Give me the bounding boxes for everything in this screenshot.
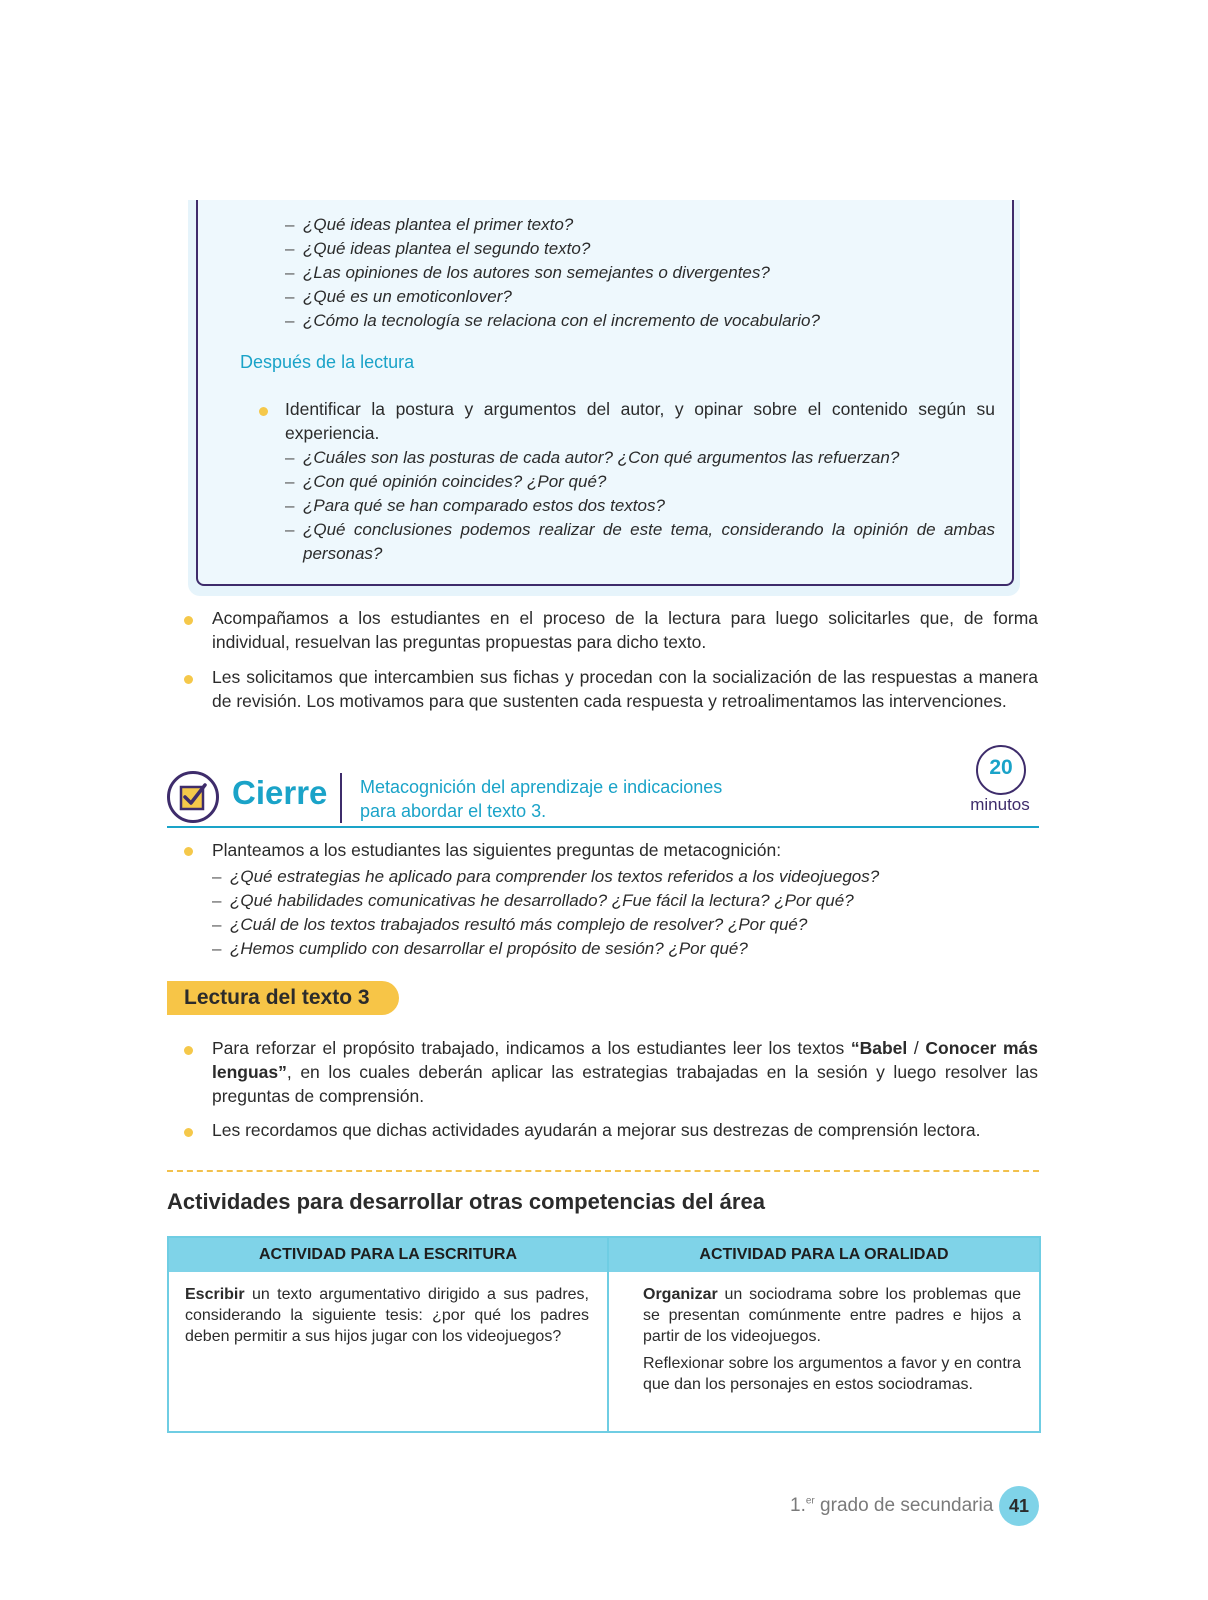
question-item: – ¿Qué ideas plantea el primer texto?: [285, 215, 574, 234]
bullet-icon: [259, 407, 268, 416]
divider: [340, 773, 342, 823]
question-item: – ¿Cuáles son las posturas de cada autor? ¿Con qué argumentos las refuerzan?: [285, 448, 900, 467]
bullet-icon: [184, 616, 193, 625]
page-number: 41: [999, 1486, 1039, 1526]
question-item: – ¿Con qué opinión coincides? ¿Por qué?: [285, 472, 607, 491]
lectura-tag-label: Lectura del texto 3: [184, 986, 370, 1009]
box-bullet-text: Identificar la postura y argumentos del autor, y opinar sobre el contenido según su experiencia.: [285, 399, 995, 443]
question-item: – ¿Hemos cumplido con desarrollar el propósito de sesión? ¿Por qué?: [212, 939, 748, 958]
section-underline: [167, 826, 1039, 828]
activities-table: [167, 1236, 1041, 1433]
paragraph-reforzar: Para reforzar el propósito trabajado, indicamos a los estudiantes leer los textos “Babel / Conocer más lenguas”, en los cuales deberán aplicar las estrategias trabajadas en la sesión y luego resolver las preguntas de comprensión.: [212, 1038, 1039, 1106]
dashed-divider: [167, 1170, 1039, 1172]
footer-grade: 1.$^{er}$ grado de secundaria: [790, 1495, 994, 1516]
paragraph-acompanamos: Acompañamos a los estudiantes en el proceso de la lectura para luego solicitarles que, de forma individual, resuelvan las preguntas propuestas para dicho texto.: [212, 608, 1038, 652]
table-cell-oralidad-line: Reflexionar sobre los argumentos a favor y en contra que dan los personajes en estos sociodramas.: [643, 1355, 1021, 1393]
cierre-description-line: Metacognición del aprendizaje e indicaciones: [360, 777, 723, 797]
timer-value: 20: [989, 756, 1013, 779]
cierre-description: [360, 775, 722, 823]
question-item: – ¿Qué estrategias he aplicado para comprender los textos referidos a los videojuegos?: [212, 867, 880, 886]
question-item: – ¿Qué ideas plantea el segundo texto?: [285, 239, 591, 258]
activities-heading: Actividades para desarrollar otras competencias del área: [167, 1189, 765, 1214]
question-item: – ¿Cómo la tecnología se relaciona con el incremento de vocabulario?: [285, 311, 820, 330]
paragraph-recordamos: Les recordamos que dichas actividades ayudarán a mejorar sus destrezas de comprensión lectora.: [212, 1120, 981, 1140]
cierre-intro: Planteamos a los estudiantes las siguientes preguntas de metacognición:: [212, 840, 782, 860]
questions-list-1: [285, 213, 1005, 333]
bullet-icon: [184, 1128, 193, 1137]
column-divider: [607, 1238, 609, 1431]
section-title-cierre: Cierre: [232, 774, 328, 811]
timer-label: minutos: [970, 795, 1030, 814]
table-header-oralidad: ACTIVIDAD PARA LA ORALIDAD: [609, 1238, 1039, 1272]
question-item: – ¿Qué conclusiones podemos realizar de este tema, considerando la opinión de ambas personas?: [285, 520, 995, 563]
metacognition-questions: [212, 865, 1038, 961]
checkbox-icon: [167, 771, 219, 823]
table-header-escritura: ACTIVIDAD PARA LA ESCRITURA: [169, 1238, 607, 1272]
question-item: – ¿Las opiniones de los autores son semejantes o divergentes?: [285, 263, 770, 282]
bullet-icon: [184, 675, 193, 684]
question-item: – ¿Cuál de los textos trabajados resultó más complejo de resolver? ¿Por qué?: [212, 915, 808, 934]
question-item: – ¿Qué habilidades comunicativas he desarrollado? ¿Fue fácil la lectura? ¿Por qué?: [212, 891, 854, 910]
table-cell-escritura: Escribir un texto argumentativo dirigido a sus padres, considerando la siguiente tesis: ¿por qué los padres deben permitir a sus hijos jugar con los videojuegos?: [185, 1286, 589, 1345]
bullet-icon: [184, 847, 193, 856]
subheading-despues: Después de la lectura: [240, 352, 415, 372]
question-item: – ¿Qué es un emoticonlover?: [285, 287, 512, 306]
paragraph-solicitamos: Les solicitamos que intercambien sus fichas y procedan con la socialización de las respuestas a manera de revisión. Los motivamos para que sustenten cada respuesta y retroalimentamos las intervenciones.: [212, 667, 1038, 711]
lectura-tag: [167, 981, 399, 1015]
question-item: – ¿Para qué se han comparado estos dos textos?: [285, 496, 665, 515]
cierre-description-line: para abordar el texto 3.: [360, 801, 547, 821]
table-cell-oralidad: Organizar un sociodrama sobre los problemas que se presentan comúnmente entre padres e hijos a partir de los videojuegos. Reflexionar sobre los argumentos a favor y en contra que dan los personajes en estos sociodramas.: [643, 1286, 1021, 1393]
bullet-icon: [184, 1046, 193, 1055]
questions-list-2: [285, 446, 995, 566]
timer-icon: [976, 745, 1026, 795]
